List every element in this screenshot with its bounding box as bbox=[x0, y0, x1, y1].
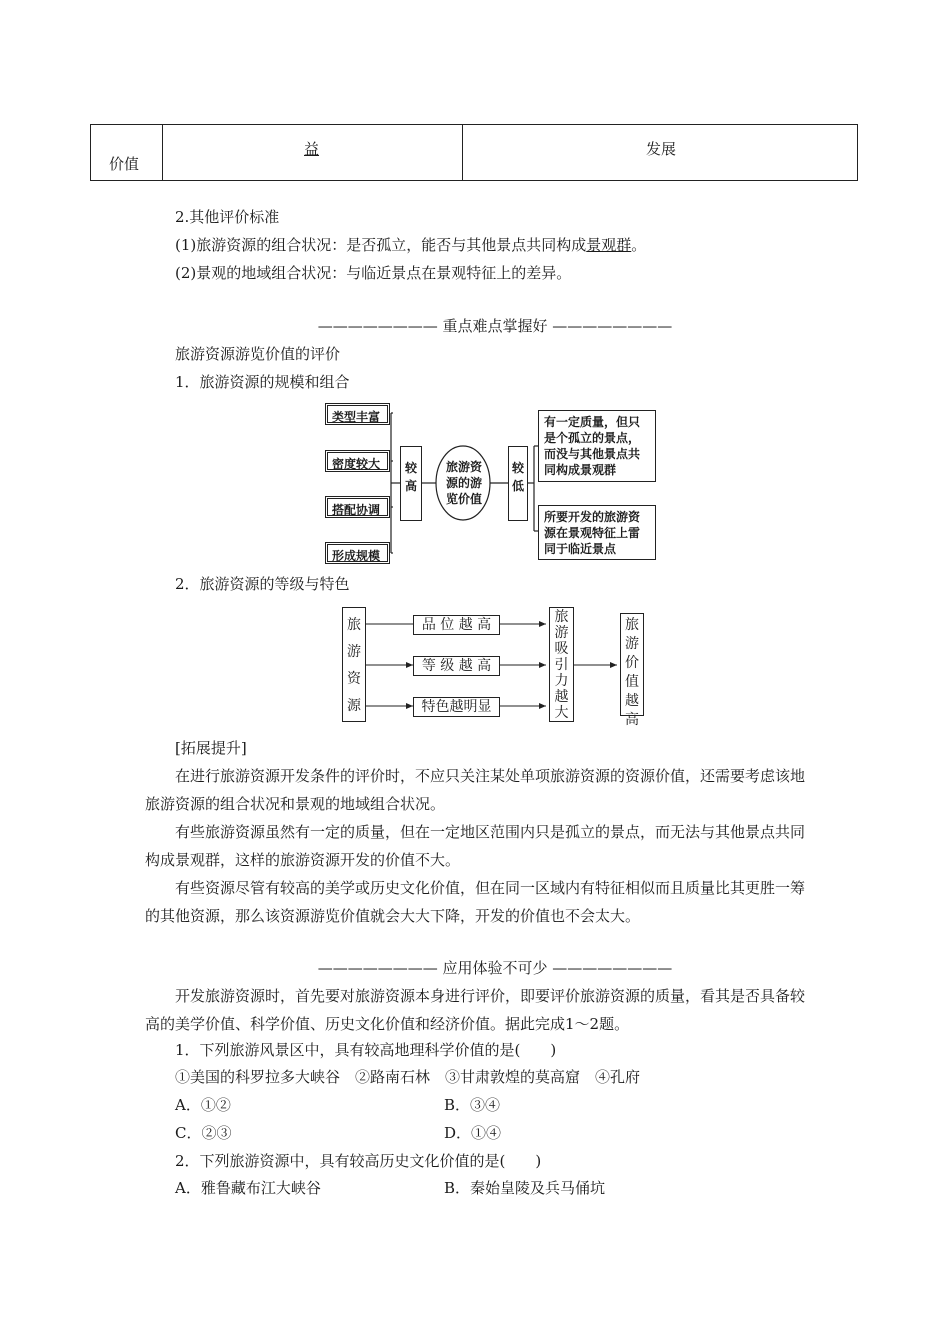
criteria-item-1-end: 。 bbox=[631, 236, 647, 254]
question-1-option-b: B．③④ bbox=[444, 1096, 501, 1114]
section-title-key-points: ———————— 重点难点掌握好 ———————— bbox=[317, 317, 673, 335]
question-1-items: ①美国的科罗拉多大峡谷 ②路南石林 ③甘肃敦煌的莫高窟 ④孔府 bbox=[175, 1068, 641, 1086]
diagram1-item-3: 搭配协调 bbox=[325, 496, 390, 518]
diagram2-grade-box: 等 级 越 高 bbox=[413, 656, 500, 676]
landscape-group-term: 景观群 bbox=[586, 236, 632, 254]
practice-intro: 开发旅游资源时，首先要对旅游资源本身进行评价，即要评价旅游资源的质量，看其是否具备较高的美学价值、科学价值、历史文化价值和经济价值。据此完成1～2题。 bbox=[145, 987, 806, 1033]
question-1: 1．下列旅游风景区中，具有较高地理科学价值的是( ) bbox=[175, 1041, 557, 1059]
table-cell-development-text: 发展 bbox=[646, 140, 677, 158]
extension-paragraph-2: 有些旅游资源虽然有一定的质量，但在一定地区范围内只是孤立的景点，而无法与其他景点共同构成景观群，这样的旅游资源开发的价值不大。 bbox=[145, 823, 806, 869]
question-1-option-d: D．①④ bbox=[444, 1124, 502, 1142]
diagram1-item-2: 密度较大 bbox=[325, 450, 390, 472]
section-title-practice: ———————— 应用体验不可少 ———————— bbox=[317, 959, 673, 977]
other-criteria-heading: 2.其他评价标准 bbox=[175, 208, 280, 226]
diagram1-item-1: 类型丰富 bbox=[325, 403, 390, 425]
point-scale-combination: 1．旅游资源的规模和组合 bbox=[175, 373, 350, 391]
section1-subtitle: 旅游资源游览价值的评价 bbox=[175, 345, 341, 363]
question-1-option-a: A．①② bbox=[175, 1096, 231, 1114]
diagram2-attraction-box: 旅游吸引力越大 bbox=[549, 607, 574, 722]
diagram1-item-4: 形成规模 bbox=[325, 542, 390, 564]
table-cell-benefit-text: 益 bbox=[304, 140, 320, 158]
table-cell-value-text: 价值 bbox=[109, 155, 140, 173]
question-2: 2．下列旅游资源中，具有较高历史文化价值的是( ) bbox=[175, 1152, 542, 1170]
diagram2-value-box: 旅游价值越高 bbox=[620, 613, 644, 716]
extension-paragraph-3: 有些资源尽管有较高的美学或历史文化价值，但在同一区域内有特征相似而且质量比其更胜一筹的其他资源，那么该资源游览价值就会大大下降，开发的价值也不会太大。 bbox=[145, 879, 806, 925]
criteria-item-2: (2)景观的地域组合状况：与临近景点在景观特征上的差异。 bbox=[175, 264, 572, 282]
diagram2-rank-box: 品 位 越 高 bbox=[413, 615, 500, 635]
diagram1-center-text: 旅游资源的游览价值 bbox=[445, 460, 482, 506]
question-1-option-c: C．②③ bbox=[175, 1124, 232, 1142]
point-grade-feature: 2．旅游资源的等级与特色 bbox=[175, 575, 350, 593]
diagram1-similar-box: 所要开发的旅游资源在景观特征上雷同于临近景点 bbox=[538, 505, 656, 560]
criteria-item-1-text: (1)旅游资源的组合状况：是否孤立，能否与其他景点共同构成 bbox=[175, 236, 587, 254]
diagram1-isolated-box: 有一定质量，但只是个孤立的景点，而没与其他景点共同构成景观群 bbox=[538, 410, 656, 482]
diagram1-high-box: 较高 bbox=[400, 446, 422, 521]
extension-paragraph-1: 在进行旅游资源开发条件的评价时，不应只关注某处单项旅游资源的资源价值，还需要考虑该地旅游资源的组合状况和景观的地域组合状况。 bbox=[145, 767, 806, 813]
diagram2-source-box: 旅游资源 bbox=[342, 607, 366, 722]
question-2-option-b: B．秦始皇陵及兵马俑坑 bbox=[444, 1179, 606, 1197]
diagram2-feature-box: 特色越明显 bbox=[413, 697, 500, 717]
question-2-option-a: A．雅鲁藏布江大峡谷 bbox=[175, 1179, 321, 1197]
diagram1-low-box: 较低 bbox=[508, 446, 528, 521]
extension-label: [拓展提升] bbox=[175, 739, 247, 757]
